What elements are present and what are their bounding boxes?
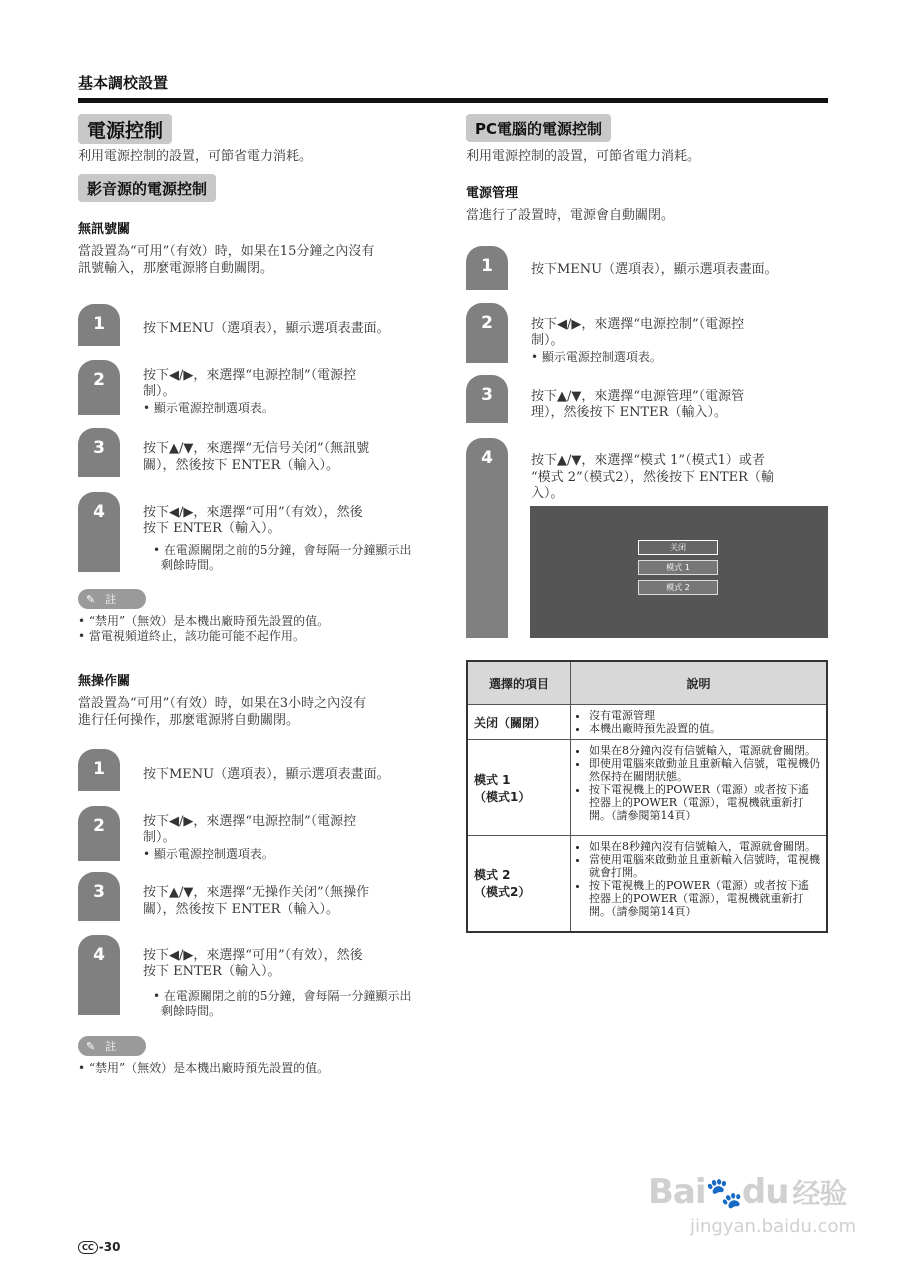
step-4-bullet-1: • 在電源關閉之前的5分鐘，會每隔一分鐘顯示出	[153, 989, 412, 1003]
tab-av-power-control: 影音源的電源控制	[78, 174, 216, 202]
step-2-text-2: 制）。	[143, 384, 176, 399]
step-4-text-3: 入）。	[531, 486, 564, 501]
note-line-1: • “禁用”（無效）是本機出廠時預先設置的值。	[78, 1061, 330, 1075]
power-management-desc: 當進行了設置時，電源會自動關閉。	[466, 208, 675, 223]
step-3-badge: 3	[78, 872, 120, 921]
pencil-icon: ✎	[86, 1039, 96, 1053]
step-2-text-2: 制）。	[531, 333, 564, 348]
osd-menu-screen	[530, 506, 828, 638]
step-4-badge: 4	[78, 935, 120, 1015]
step-3-text-2: 關），然後按下 ENTER（輸入）。	[143, 458, 339, 473]
step-1-badge: 1	[78, 749, 120, 791]
step-1-text: 按下MENU（選項表），顯示選項表畫面。	[531, 262, 778, 277]
step-1-text: 按下MENU（選項表），顯示選項表畫面。	[143, 767, 390, 782]
paw-icon: 🐾	[705, 1176, 742, 1211]
step-2-text-1: 按下◀/▶，來選擇“电源控制”（電源控	[143, 814, 357, 829]
no-operation-desc-1: 當設置為“可用”（有效）時，如果在3小時之內沒有	[78, 696, 367, 711]
step-4-text-1: 按下▲/▼，來選擇“模式 1”（模式1）或者	[531, 453, 765, 468]
step-1-badge: 1	[78, 304, 120, 346]
no-signal-desc-1: 當設置為“可用”（有效）時，如果在15分鐘之內沒有	[78, 244, 375, 259]
step-3-text-1: 按下▲/▼，來選擇“无操作关闭”（無操作	[143, 885, 370, 900]
step-2-text-2: 制）。	[143, 830, 176, 845]
row-item-label: 模式 1	[474, 772, 511, 787]
right-intro: 利用電源控制的設置，可節省電力消耗。	[466, 149, 701, 164]
step-2-bullet: • 顯示電源控制選項表。	[143, 401, 274, 415]
step-4-text-2: 按下 ENTER（輸入）。	[143, 964, 281, 979]
step-2-badge: 2	[466, 303, 508, 363]
page-number: CC -30	[78, 1240, 120, 1254]
step-2-badge: 2	[78, 806, 120, 861]
step-2-badge: 2	[78, 360, 120, 415]
no-operation-heading: 無操作關	[78, 674, 131, 689]
watermark-url: jingyan.baidu.com	[690, 1216, 857, 1237]
row-item-sublabel: （模式2）	[474, 885, 531, 900]
row-bullet: • 沒有電源管理	[589, 709, 820, 722]
step-4-text-2: 按下 ENTER（輸入）。	[143, 521, 281, 536]
row-bullet: • 如果在8分鐘內沒有信號輸入，電源就會關閉。	[589, 744, 820, 757]
step-3-badge: 3	[466, 375, 508, 423]
step-4-text-2: “模式 2”（模式2），然後按下 ENTER（輸	[531, 470, 774, 485]
note-badge: ✎ 註	[78, 1036, 146, 1056]
options-table	[466, 660, 828, 933]
step-2-bullet: • 顯示電源控制選項表。	[143, 847, 274, 861]
row-item-sublabel: （模式1）	[474, 789, 531, 804]
note-line-1: • “禁用”（無效）是本機出廠時預先設置的值。	[78, 614, 330, 628]
table-header-item: 選擇的項目	[467, 661, 571, 705]
step-3-text-1: 按下▲/▼，來選擇“无信号关闭”（無訊號	[143, 441, 370, 456]
step-4-bullet-2: 剩餘時間。	[161, 558, 222, 572]
cc-icon: CC	[78, 1241, 98, 1254]
step-1-text: 按下MENU（選項表），顯示選項表畫面。	[143, 321, 390, 336]
no-signal-desc-2: 訊號輸入，那麼電源將自動關閉。	[78, 261, 274, 276]
row-bullet: • 本機出廠時預先設置的值。	[589, 722, 820, 735]
row-bullet: • 按下電視機上的POWER（電源）或者按下遙控器上的POWER（電源），電視機就重新打開。（請參閱第14頁）	[589, 783, 820, 822]
no-operation-desc-2: 進行任何操作，那麼電源將自動關閉。	[78, 713, 300, 728]
row-item-label: 关闭（關閉）	[474, 715, 547, 730]
step-3-badge: 3	[78, 428, 120, 477]
step-3-text-2: 理），然後按下 ENTER（輸入）。	[531, 405, 727, 420]
row-bullet: • 按下電視機上的POWER（電源）或者按下遙控器上的POWER（電源），電視機就重新打開。（請參閱第14頁）	[589, 879, 820, 918]
left-intro: 利用電源控制的設置，可節省電力消耗。	[78, 149, 313, 164]
baidu-watermark: Bai🐾du 经验	[648, 1172, 847, 1212]
tab-power-control: 電源控制	[78, 114, 172, 144]
step-4-bullet-2: 剩餘時間。	[161, 1004, 222, 1018]
table-header-desc: 說明	[571, 661, 828, 705]
osd-option-off[interactable]: 关闭	[638, 540, 718, 555]
row-bullet: • 當使用電腦來啟動並且重新輸入信號時，電視機就會打開。	[589, 853, 820, 879]
step-2-bullet: • 顯示電源控制選項表。	[531, 350, 662, 364]
header-rule	[78, 98, 828, 103]
page-header-title: 基本調校設置	[78, 74, 169, 92]
osd-option-mode2[interactable]: 模式 2	[638, 580, 718, 595]
row-item-label: 模式 2	[474, 868, 511, 883]
no-signal-heading: 無訊號關	[78, 222, 131, 237]
row-bullet: • 即使用電腦來啟動並且重新輸入信號，電視機仍然保持在關閉狀態。	[589, 757, 820, 783]
step-4-text-1: 按下◀/▶，來選擇“可用”（有效），然後	[143, 948, 363, 963]
tab-pc-power-control: PC電腦的電源控制	[466, 114, 611, 142]
step-1-badge: 1	[466, 246, 508, 290]
step-4-bullet-1: • 在電源關閉之前的5分鐘，會每隔一分鐘顯示出	[153, 543, 412, 557]
power-management-heading: 電源管理	[466, 186, 519, 201]
step-2-text-1: 按下◀/▶，來選擇“电源控制”（電源控	[531, 317, 745, 332]
osd-option-mode1[interactable]: 模式 1	[638, 560, 718, 575]
note-badge: ✎ 註	[78, 589, 146, 609]
step-4-badge: 4	[466, 438, 508, 638]
step-4-badge: 4	[78, 492, 120, 572]
row-bullet: • 如果在8秒鐘內沒有信號輸入，電源就會關閉。	[589, 840, 820, 853]
table-row	[467, 705, 827, 740]
step-4-text-1: 按下◀/▶，來選擇“可用”（有效），然後	[143, 505, 363, 520]
step-3-text-1: 按下▲/▼，來選擇“电源管理”（電源管	[531, 389, 745, 404]
table-row	[467, 740, 827, 836]
pencil-icon: ✎	[86, 592, 96, 606]
note-line-2: • 當電視頻道終止，該功能可能不起作用。	[78, 629, 305, 643]
step-3-text-2: 關），然後按下 ENTER（輸入）。	[143, 902, 339, 917]
step-2-text-1: 按下◀/▶，來選擇“电源控制”（電源控	[143, 368, 357, 383]
table-row	[467, 836, 827, 932]
